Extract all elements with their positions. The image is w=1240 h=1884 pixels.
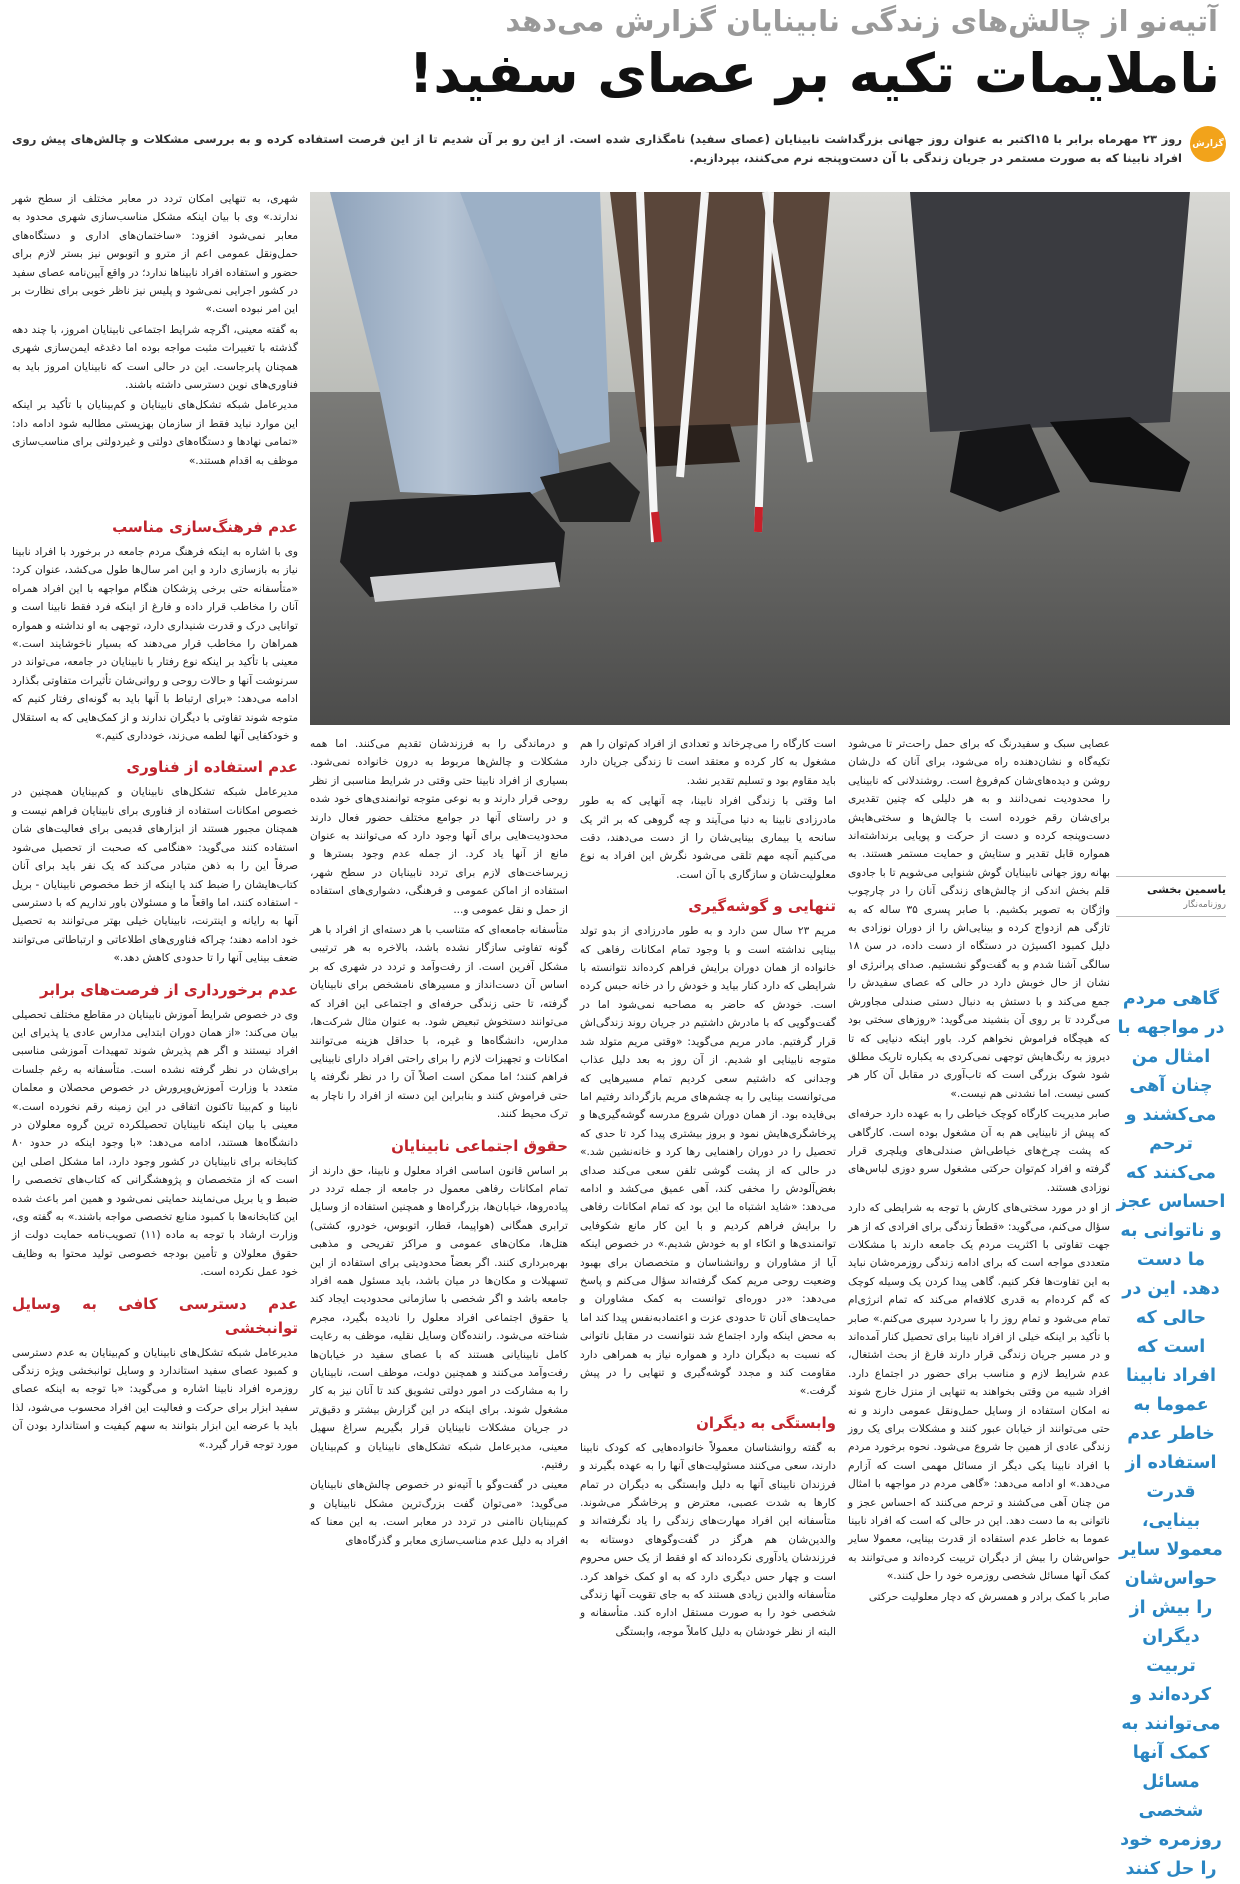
section-heading: حقوق اجتماعی نابینایان [391, 1136, 568, 1155]
column-center [580, 735, 836, 1770]
paragraph: صابر مدیریت کارگاه کوچک خیاطی را به عهده دارد حرفه‌ای که پیش از نابینایی هم به آن مشغول بوده است. کارگاهی که پشت چرخ‌های خیاطی‌اش صندلی‌های ویلچری قرار گرفته و افراد کم‌توان حرکتی مشغول سرو دوزی لباس‌های نوزادی هستند. [848, 1108, 1110, 1194]
article-photo [310, 192, 1230, 725]
paragraph: از او در مورد سختی‌های کارش با توجه به شرایطی که دارد سؤال می‌کنم، می‌گوید: «قطعاً زندگی برای افرادی که از هر جهت تفاوتی با اکثریت مردم یک جامعه دارند با مشکلات متعددی مواجه است که برای ادامه زندگی روزمره‌شان نباید به این تفاوت‌ها فکر کنیم. گاهی پیدا کردن یک وسیله کوچک که گم کرده‌ام به قدری کلافه‌ام می‌کند که تمام انرژی‌ام تمام می‌شود و تمام روز را با سردرد سپری می‌کنم.» صابر با تأکید بر اینکه خیلی از افراد نابینا برای تحصیل کنار آمده‌اند و در مسیر جریان زندگی قرار دارند فارغ از بحث اشتغال، عدم شرایط لازم و مناسب برای حضور در اجتماع دارد. افراد شبیه من وقتی بخواهند به تنهایی از منزل خارج شوند نه امکان استفاده از وسایل حمل‌ونقل عمومی دارند و نه حتی می‌توانند از خیابان عبور کنند و مشکلات برای یک روز زندگی عادی از همین جا شروع می‌شود. نحوه برخورد مردم با افراد نابینا یکی دیگر از مسائل مهمی است که آزارم می‌دهد.» او ادامه می‌دهد: «گاهی مردم در مواجهه با امثال من چنان آهی می‌کشند و ترحم می‌کنند که احساس عجز و ناتوانی به ما دست دهد. این در حالی که است که افراد نابینا عموما به خاطر عدم استفاده از قدرت بینایی، معمولا سایر حواس‌شان را بیش از دیگران تربیت کرده‌اند و می‌توانند به کمک آنها مسائل شخصی روزمره خود را حل کنند.» [848, 1202, 1110, 1583]
section-heading: عدم استفاده از فناوری [126, 758, 298, 777]
paragraph: به گفته روانشناسان معمولاً خانواده‌هایی که کودک نابینا دارند، سعی می‌کنند مسئولیت‌های آنها را به عهده بگیرند و فرزندان نابینای آنها به دلیل وابستگی به دیگران در تمام کارها به شدت عصبی، معترض و پرخاشگر می‌شوند. متأسفانه این افراد مهارت‌های زندگی را یاد نگرفته‌اند و والدین‌شان هم هرگز در گفت‌وگوهای دوستانه به فرزندشان یادآوری نکرده‌اند که او فقط از یک حس محروم است و چهار حس دیگری دارد که به او کمک خواهد کرد. متأسفانه والدین زیادی هستند که به جای تقویت آنها زندگی شخصی خود را به صورت مستقل اداره کند. متأسفانه و البته از نظر خودشان به دلیل کاملاً موجه، وابستگی [580, 1441, 836, 1638]
paragraph: وی با اشاره به اینکه فرهنگ مردم جامعه در برخورد با افراد نابینا نیاز به بازسازی دارد و این امر سال‌ها طول می‌کشد، عنوان کرد: «متأسفانه حتی برخی پزشکان هنگام مواجهه با این افراد همراه آنان را مخاطب قرار داده و فارغ از اینکه فرد فقط نابینا است و توانایی درک و قدرت شنیداری دارد، توجهی به او نداشته و همواره همراهان را مخاطب قرار می‌دهند که بسیار ناخوشایند است.» معینی با تأکید بر اینکه نوع رفتار با نابینایان در جامعه، می‌تواند در سرنوشت آنها و حالات روحی و روانی‌شان تأثیرات متفاوتی بگذارد ادامه می‌دهد: «برای ارتباط با آنها باید به گونه‌ای رفتار کنیم که متوجه شوند تفاوتی با دیگران ندارند و از کمک‌هایی که به استقلال و خودکفایی آنها لطمه می‌زند، خودداری کنیم.» [12, 546, 298, 743]
section-heading: عدم دسترسی کافی به وسایل توانبخشی [12, 1294, 298, 1337]
column-left-bottom [12, 505, 298, 1770]
section-heading: وابستگی به دیگران [696, 1413, 836, 1432]
paragraph: صابر با کمک برادر و همسرش که دچار معلولیت حرکتی [868, 1590, 1110, 1603]
paragraph: وی در خصوص شرایط آموزش نابینایان در مقاطع مختلف تحصیلی بیان می‌کند: «از همان دوران ابتدایی مدارس عادی یا پذیرای این افراد نیستند و اگر هم پذیرش شوند تمهیدات آموزشی مناسبی برای‌شان در نظر گرفته نشده است. متأسفانه به رغم جلسات متعدد با وزارت آموزش‌وپرورش در خصوص محصلان و معلمان نابینا و کم‌بینا تاکنون اتفاقی در این زمینه رقم نخورده است.» معینی با بیان اینکه نابینایان تحصیلکرده ترین گروه معلولان در دانشگاه‌ها هستند، ادامه می‌دهد: «با وجود اینکه در حدود ۸۰ کتابخانه برای نابینایان در کشور وجود دارد، اما مشکل اصلی این است که از متخصصان و پژوهشگرانی که کتاب‌های تخصصی را ضبط و یا بریل می‌نمایند حمایتی نمی‌شود و همین امر باعث شده این کتابخانه‌ها با کمبود منابع تخصصی مواجه باشند.» به گفته وی، وزارت ارشاد با توجه به ماده (۱۱) تصویب‌نامه حمایت دولت از حقوق معلولان و تأمین بودجه خصوصی تولید محتوا به وظایف خود عمل نکرده است. [12, 1008, 298, 1279]
paragraph: متأسفانه جامعه‌ای که متناسب با هر دسته‌ای از افراد با هر گونه تفاوتی سازگار نشده باشد، بالاخره به هر ترتیبی مشکل آفرین است. از رفت‌وآمد و تردد در شهری که بر اساس آن دست‌انداز و مسیرهای نامشخص برای نابینایان گرفته، تا حتی زندگی حرفه‌ای و اجتماعی این افراد که می‌توانند دستخوش تبعیض شود. به عنوان مثال شرکت‌ها، مدارس، دانشگاه‌ها و غیره، با حداقل هزینه می‌توانند امکانات و تجهیزات لازم را برای راحتی افراد دارای نابینایی فراهم کنند؛ اما ممکن است اصلاً آن را در نظر نگرفته یا حتی فراموش کنند و بنابراین این دسته از افراد را ناچار به ترک محیط کنند. [310, 924, 568, 1121]
column-left-top [12, 190, 298, 505]
section-heading: عدم برخورداری از فرصت‌های برابر [40, 980, 298, 999]
column-center-left [310, 735, 568, 1770]
paragraph: معینی در گفت‌وگو با آتیه‌نو در خصوص چالش‌های نابینایان می‌گوید: «می‌توان گفت بزرگ‌ترین مشکل نابینایان و کم‌بینایان ناامنی در تردد در معابر است. به این معنا که افراد به دلیل عدم مناسب‌سازی معابر و گذرگاه‌های [310, 1479, 568, 1547]
supertitle: آتیه‌نو از چالش‌های زندگی نابینایان گزارش می‌دهد [505, 4, 1218, 38]
paragraph: به گفته معینی، اگرچه شرایط اجتماعی نابینایان امروز، با چند دهه گذشته با تغییرات مثبت مواجه بوده اما دغدغه ایمن‌سازی شهری همچنان پابرجاست. این در حالی است که نابینایان امروز باید به فناوری‌های نوین دسترسی داشته باشند. [12, 323, 298, 392]
paragraph: مدیرعامل شبکه تشکل‌های نابینایان و کم‌بینایان همچنین در خصوص امکانات استفاده از فناوری برای نابینایان فراهم نیست و همچنان مجبور هستند از ابزارهای قدیمی برای فعالیت‌های شان استفاده کنند می‌گوید: «هنگامی که صحبت از تحصیل می‌شود صرفاً این را به ذهن متبادر می‌کند که یک نفر باید برای آنان کتاب‌هایشان را ضبط کند یا اینکه از خط مخصوص نابینایان - بریل - استفاده کنند، اما واقعاً ما و مسئولان باور نداریم که با دسترسی آنها به رایانه و اینترنت، نابینایان خیلی بهتر می‌توانند به تحصیل خود ادامه دهند؛ چراکه فناوری‌های اطلاعاتی و ارتباطاتی می‌توانند ضعف بینایی آنها را تا حدودی کاهش دهد.» [12, 786, 298, 965]
paragraph: مریم ۲۳ سال سن دارد و به طور مادرزادی از بدو تولد بینایی نداشته است و با وجود تمام امکانات رفاهی که خانواده از همان دوران برایش فراهم کرده‌اند نتوانسته با شرایطی که دارد کنار بیاید و خودش را در خانه حبس کرده است. خودش که حاضر به مصاحبه نمی‌شود اما در گفت‌وگویی که با مادرش داشتیم در جریان روند زندگی‌اش قرار گرفتیم. مادر مریم می‌گوید: «وقتی مریم متولد شد متوجه نابینایی او شدیم. از آن روز به بعد دلیل عذاب وجدانی که داشتیم سعی کردیم تمام مسیرهایی که می‌توانست بینایی را به چشم‌های مریم بازگرداند رفتیم اما بی‌فایده بود. از همان دوران شروع مدرسه گوشه‌گیری‌ها و پرخاشگری‌هایش نمود و بروز بیشتری پیدا کرد تا حدی که تحصیل را در دوران راهنمایی رها کرد و خانه‌نشین شد.» در حالی که از پشت گوشی تلفن سعی می‌کند صدای بغض‌آلودش را مخفی کند، آهی عمیق می‌کشد و ادامه می‌دهد: «شاید اشتباه ما این بود که تمام امکانات رفاهی را برایش فراهم کردیم و با این کار مانع شکوفایی توانمندی‌ها و اتکاء او به خودش شدیم.» در خصوص اینکه آیا از مشاوران و روانشناسان و متخصصان برای بهبود وضعیت روحی مریم کمک گرفته‌اند سؤال می‌کنم و پاسخ می‌دهد: «در دوره‌ای توانست به کمک مشاوران و حمایت‌های آنان تا حدودی عزت و اعتمادبه‌نفس پیدا کند اما به محض اینکه وارد اجتماع شد نتوانست در مقابل ناتوانی که نسبت به دیگران دارد و همواره نیاز به همراهی دارد مقاومت کند و مجدد گوشه‌گیری و تنهایی را در پیش گرفت.» [580, 925, 837, 1398]
paragraph: است کارگاه را می‌چرخاند و تعدادی از افراد کم‌توان را هم مشغول به کار کرده و معتقد است تا زندگی جریان دارد باید مقاوم بود و تسلیم تقدیر نشد. [580, 738, 836, 787]
paragraph: بر اساس قانون اساسی افراد معلول و نابینا، حق دارند از تمام امکانات رفاهی معمول در جامعه از جمله تردد در پیاده‌روها، خیابان‌ها، بزرگراه‌ها و همچنین استفاده از وسایل ترابری همگانی (هواپیما، قطار، اتوبوس، خودرو، کشتی) هتل‌ها، مکان‌های عمومی و مراکز تفریحی و مذهبی بهره‌برداری کنند. اگر بعضاً محدودیتی برای استفاده از این تسهیلات و مکان‌ها در میان باشد، باید مسئول همه افراد جامعه باشد و اگر شخصی با سازمانی محدودیت ایجاد کند یا حقوق اجتماعی افراد معلول را نادیده بگیرد، مجرم شناخته می‌شود. راننده‌گان وسایل نقلیه، موظف به رعایت کامل نابینایانی هستند که با عصای سفید در خیابان‌ها رفت‌وآمد می‌کنند و همچنین دولت، موظف است، نابینایان را به مشارکت در امور دولتی تشویق کند تا آنان نیز به کار مشغول شوند. برای اینکه در این گزارش بیشتر و دقیق‌تر در جریان مشکلات نابینایان قرار بگیریم سراغ سهیل معینی، مدیرعامل شبکه تشکل‌های نابینایان و کم‌بینایان رفتیم. [310, 1164, 568, 1472]
photo-illustration [310, 192, 1230, 725]
author-role: روزنامه‌نگار [1183, 900, 1226, 910]
paragraph: و درماندگی را به فرزندشان تقدیم می‌کنند. اما همه مشکلات و چالش‌ها مربوط به درون خانواده نمی‌شود. بسیاری از افراد نابینا حتی وقتی در شرایط مناسبی از نظر روحی قرار دارند و به نوعی متوجه توانمندی‌های خود شده و در راستای آنها در جوامع مختلف حضور فعال دارند محدودیت‌هایی برای آنها وجود دارد که می‌توانند به عنوان مانع از آنها یاد کرد. از جمله عدم وجود بسترها و زیرساخت‌های لازم برای تردد نابینایان در سطح شهر، استفاده از اماکن عمومی و فرهنگی، دشواری‌های استفاده از حمل و نقل عمومی و... [310, 738, 568, 916]
author-block [1116, 876, 1226, 917]
lead-paragraph: روز ۲۳ مهرماه برابر با ۱۵اکتبر به عنوان روز جهانی بزرگداشت نابینایان (عصای سفید) نامگذاری شده است. از این رو بر آن شدیم تا از این فرصت استفاده کرده و به بررسی مشکلات و چالش‌های پیش روی افراد نابینا که به صورت مستمر در جریان زندگی با آن دست‌وپنجه نرم می‌کنند، بپردازیم. [12, 132, 1182, 165]
section-heading: تنهایی و گوشه‌گیری [688, 897, 836, 916]
paragraph: مدیرعامل شبکه تشکل‌های نابینایان و کم‌بینایان به عدم دسترسی و کمبود عصای سفید استاندارد و وسایل توانبخشی ویژه زندگی روزمره افراد نابینا اشاره و می‌گوید: «با توجه به اینکه عصای سفید ابزار برای حرکت و فعالیت این افراد محسوب می‌شود، لذا باید با عرضه این ابزار بتوانند به سهم کیفیت و استاندارد بودن آن مورد توجه قرار گیرد.» [12, 1346, 298, 1451]
paragraph: شهری، به تنهایی امکان تردد در معابر مختلف از سطح شهر ندارند.» وی با بیان اینکه مشکل مناسب‌سازی شهری محدود به معابر نمی‌شود افزود: «ساختمان‌های اداری و دستگاه‌های حمل‌ونقل عمومی اعم از مترو و اتوبوس نیز بستر لازم برای حضور و استفاده افراد نابینا‌ها ندارد؛ در واقع آیین‌نامه عصای سفید در کشور اجرایی نمی‌شود و پلیس نیز ناظر خوبی برای نظارت بر این امر نبوده است.» [11, 193, 298, 316]
paragraph: اما وقتی با زندگی افراد نابینا، چه آنهایی که به طور مادرزادی نابینا به دنیا می‌آیند و چه گروهی که بر اثر یک سانحه یا بیماری بینایی‌شان را از دست می‌دهند، دقت می‌کنیم آنچه مهم تلقی می‌شود نگرش این افراد به نوع معلولیت‌شان و سازگاری با آن است. [580, 795, 836, 881]
headline: ناملایمات تکیه بر عصای سفید! [408, 42, 1220, 105]
paragraph: عصایی سبک و سفیدرنگ که برای حمل راحت‌تر تا می‌شود تکیه‌گاه و نشان‌دهنده راه می‌شود، برای آنان که دل‌شان روشن و دیده‌های‌شان کم‌فروغ است. روشندلانی که نابینایی را محدودیت نمی‌دانند و به هر دلیلی که چنین تقدیری برای‌شان رقم خورده است با چالش‌ها و سختی‌هایش دست‌وپنجه کرده و دست از حرکت و پویایی برنداشته‌اند همواره قابل تقدیر و ستایش و حمایت مستمر هستند. به بهانه روز جهانی نابینایان گوش شنوایی می‌شویم تا با جادوی قلم بخش اندکی از چالش‌های زندگی آنان را در چارچوب واژگان به تصویر بکشیم. با صابر پسری ۳۵ ساله که به تازگی هم ازدواج کرده و بینایی‌اش را از دوران نوزادی به دلیل کمبود اکسیژن در دستگاه از دست داده، در سن ۱۸ سالگی آشنا شدم و به گفت‌وگو نشستیم. صدای پرانرژی او نشان از حال خوبش دارد در حالی که عصای سفیدش را جمع می‌کند و با دستش به دنبال دستی صندلی مجاورش می‌گردد تا بر روی آن بنشیند می‌گوید: «روزهای سختی بود که هیچگاه فراموش نخواهم کرد. باور اینکه دنیایی که تا دیروز به رنگ‌هایش توجهی نمی‌کردی به یکباره تاریک مطلق شود شوک بزرگی است که تاب‌آوری در مقابل آن کار هر کسی نیست. اما نشدنی هم نیست.» [848, 738, 1110, 1100]
column-right [848, 735, 1110, 1770]
author-name: یاسمین بخشی [1146, 883, 1226, 896]
paragraph: مدیرعامل شبکه تشکل‌های نابینایان و کم‌بینایان با تأکید بر اینکه این موارد نباید فقط از سازمان بهزیستی مطالبه شود ادامه داد: «تمامی نهادها و دستگاه‌های دولتی و غیردولتی برای مناسب‌سازی موظف به اقدام هستند.» [12, 399, 298, 467]
section-heading: عدم فرهنگ‌سازی مناسب [112, 518, 298, 536]
pull-quote: گاهی مردم در مواجهه با امثال من چنان آهی می‌کشند و ترحم می‌کنند که احساس عجز و ناتوانی به ما دست دهد. این در حالی که است که افراد نابینا عموما به خاطر عدم استفاده از قدرت بینایی، معمولا سایر حواس‌شان را بیش از دیگران تربیت کرده‌اند و می‌توانند به کمک آنها مسائل شخصی روزمره خود را حل کنند [1116, 989, 1226, 1879]
report-badge: گزارش [1190, 126, 1226, 162]
